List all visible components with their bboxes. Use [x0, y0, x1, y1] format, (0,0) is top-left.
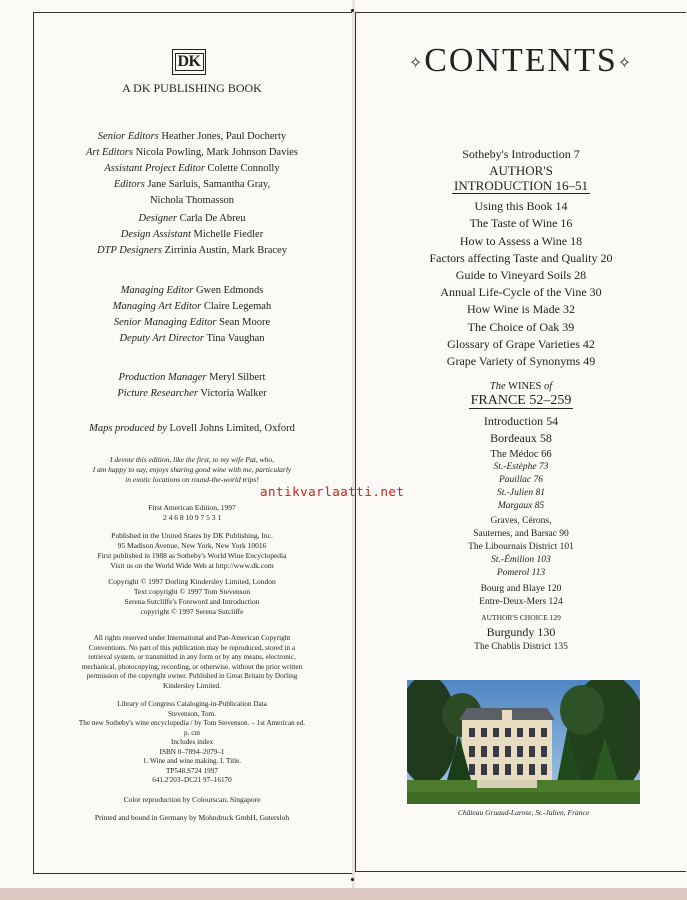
edition-line-1: 2 4 6 8 10 9 7 5 3 1	[162, 513, 222, 522]
toc-entre[interactable]: Entre-Deux-Mers 124	[479, 597, 563, 608]
watermark-text: antikvarlaatti.net	[260, 484, 405, 499]
credit-line-names: Heather Jones, Paul Docherty	[161, 131, 287, 142]
contents-list	[355, 146, 687, 654]
toc-authors-choice[interactable]: AUTHOR'S CHOICE 129	[481, 613, 561, 623]
maps-line-names: Lovell Johns Limited, Oxford	[169, 423, 295, 434]
credit-line-names: Carla De Abreu	[179, 213, 246, 224]
toc-intro-item-4[interactable]: Guide to Vineyard Soils 28	[455, 268, 587, 283]
rights-notice	[33, 634, 351, 691]
manager-line-0	[33, 283, 351, 299]
credit-line-role: Art Editors	[85, 147, 133, 158]
production-credits	[33, 370, 351, 402]
published-line-1: 95 Madison Avenue, New York, New York 10016	[117, 541, 267, 550]
maps-credit	[33, 421, 351, 437]
production-line-0	[33, 370, 351, 386]
cip-data	[33, 700, 351, 786]
toc-libournais-list	[355, 554, 687, 580]
printing-line: Printed and bound in Germany by Mohndruck GmbH, Gutersloh	[94, 813, 290, 822]
manager-line-role: Senior Managing Editor	[113, 317, 217, 328]
toc-intro-item-2[interactable]: How to Assess a Wine 18	[459, 233, 583, 248]
credit-line-role: Design Assistant	[120, 229, 191, 240]
toc-libournais-item-0[interactable]: St.-Émilion 103	[491, 555, 551, 566]
copyright-line-3: copyright © 1997 Serena Sutcliffe	[140, 607, 244, 616]
maps-line-0	[33, 421, 351, 437]
toc-medoc-item-0[interactable]: St.-Estèphe 73	[493, 462, 549, 473]
credit-line-3	[33, 177, 351, 193]
toc-intro-item-9[interactable]: Grape Variety of Synonyms 49	[446, 354, 596, 369]
dk-logo: DK	[172, 49, 206, 75]
rights-line-0: All rights reserved under International and Pan-American Copyright	[93, 634, 291, 642]
toc-france[interactable]: FRANCE 52–259	[470, 393, 572, 409]
manager-line-names: Sean Moore	[219, 317, 271, 328]
manager-line-1	[33, 299, 351, 315]
cip-line-8: 641.2'203–DC21 97–16170	[152, 776, 232, 784]
toc-burgundy[interactable]: Burgundy 130	[486, 625, 556, 640]
manager-line-names: Gwen Edmonds	[195, 285, 264, 296]
edition-line-0: First American Edition, 1997	[148, 503, 236, 512]
credit-line-5	[33, 211, 351, 227]
credit-line-names: Jane Sarluis, Samantha Gray,	[147, 179, 271, 190]
toc-medoc-item-1[interactable]: Pauillac 76	[498, 475, 544, 486]
toc-chablis[interactable]: The Chablis District 135	[474, 642, 568, 653]
dedication-line-2: in exotic locations on round-the-world trips!	[125, 475, 259, 484]
toc-intro-item-8[interactable]: Glossary of Grape Varieties 42	[447, 336, 595, 351]
production-line-names: Meryl Silbert	[209, 372, 266, 383]
chateau-photo	[407, 680, 640, 804]
contents-heading: ✧CONTENTS✧	[408, 42, 634, 79]
manager-line-role: Managing Art Editor	[112, 301, 202, 312]
credit-line-names: Zirrinia Austin, Mark Bracey	[164, 245, 287, 256]
rights-line-5: Kindersley Limited.	[163, 681, 221, 690]
manager-line-3	[33, 331, 351, 347]
production-line-role: Picture Researcher	[117, 388, 198, 399]
gutter-dot-bottom	[351, 878, 354, 881]
toc-intro-item-3[interactable]: Factors affecting Taste and Quality 20	[429, 250, 613, 265]
edition-line	[33, 503, 351, 523]
manager-line-role: Managing Editor	[120, 285, 194, 296]
credit-line-names: Colette Connolly	[207, 163, 280, 174]
copyright-line-0: Copyright © 1997 Dorling Kindersley Limited, London	[108, 577, 276, 586]
toc-authors-heading: AUTHOR'S	[489, 163, 553, 179]
toc-wines-of: The WINES of	[489, 381, 553, 393]
toc-intro-item-6[interactable]: How Wine is Made 32	[467, 302, 575, 317]
toc-intro-item-7[interactable]: The Choice of Oak 39	[467, 319, 575, 334]
toc-medoc-list	[355, 461, 687, 513]
editorial-credits	[33, 129, 351, 259]
toc-graves-1[interactable]: Graves, Cérons,	[490, 516, 552, 527]
toc-medoc-item-3[interactable]: Margaux 85	[497, 501, 545, 512]
production-line-1	[33, 386, 351, 402]
dedication-line-1: I am happy to say, enjoys sharing good wine with me, particularly	[92, 465, 292, 474]
dedication	[33, 455, 351, 485]
credit-line-names: Michelle Fiedler	[193, 229, 264, 240]
toc-intro-item-1[interactable]: The Taste of Wine 16	[469, 216, 573, 231]
maps-line-role: Maps produced by	[89, 423, 167, 434]
toc-intro-item-5[interactable]: Annual Life-Cycle of the Vine 30	[440, 285, 602, 300]
credit-line-role: Senior Editors	[97, 131, 159, 142]
manager-line-2	[33, 315, 351, 331]
rights-line-4: permission of the copyright owner. Published in Great Britain by Dorling	[86, 672, 298, 680]
published-line-2: First published in 1988 as Sotheby's World Wine Encyclopedia	[97, 551, 287, 560]
toc-authors-range[interactable]: INTRODUCTION 16–51	[454, 178, 588, 194]
copyright-line-2: Serena Sutcliffe's Foreword and Introduction	[124, 597, 260, 606]
published-line-0: Published in the United States by DK Publishing, Inc.	[111, 531, 273, 540]
cip-line-1: Stevenson, Tom.	[168, 709, 216, 718]
toc-intro-item-0[interactable]: Using this Book 14	[474, 199, 568, 214]
management-credits	[33, 283, 351, 347]
manager-line-names: Claire Legemah	[203, 301, 272, 312]
cip-line-7: TP548.S724 1997	[166, 766, 218, 775]
rights-line-3: mechanical, photocopying, recording, or otherwise, without the prior written	[81, 662, 303, 671]
toc-sothebys[interactable]: Sotheby's Introduction 7	[462, 147, 580, 161]
publication-details	[33, 531, 351, 571]
cip-line-6: 1. Wine and wine making. I. Title.	[142, 757, 242, 765]
toc-medoc-item-2[interactable]: St.-Julien 81	[496, 488, 545, 499]
rights-line-2: retrieval system, or transmitted in any form or by any means, electronic,	[88, 653, 296, 661]
toc-libournais-item-1[interactable]: Pomerol 113	[496, 568, 546, 579]
cip-line-2: The new Sotheby's wine encyclopedia / by Tom Stevenson. – 1st American ed.	[78, 719, 306, 727]
credit-line-role: Designer	[138, 213, 177, 224]
credit-line-role: Editors	[113, 179, 145, 190]
publisher-line: A DK PUBLISHING BOOK	[122, 81, 262, 95]
toc-graves-2[interactable]: Sauternes, and Barsac 90	[473, 529, 569, 540]
toc-bordeaux[interactable]: Bordeaux 58	[490, 431, 552, 446]
cip-line-4: Includes index	[170, 738, 214, 746]
credit-line-2	[33, 161, 351, 177]
gutter-dot-top	[351, 9, 354, 12]
credit-line-7	[33, 243, 351, 259]
bottom-edge	[0, 888, 687, 900]
photo-caption: Château Gruaud-Larose, St.-Julien, France	[457, 808, 590, 817]
color-reproduction: Color reproduction by Colourscan, Singapore	[123, 795, 261, 804]
rights-line-1: Conventions. No part of this publication may be reproduced, stored in a	[88, 643, 296, 652]
manager-line-role: Deputy Art Director	[119, 333, 205, 344]
dedication-line-0: I devote this edition, like the first, to my wife Pat, who,	[110, 455, 274, 464]
credit-line-names: Nicola Powling, Mark Johnson Davies	[135, 147, 299, 158]
manager-line-names: Tina Vaughan	[206, 333, 265, 344]
copyright-notice	[33, 577, 351, 617]
production-line-names: Victoria Walker	[200, 388, 267, 399]
toc-intro-list	[355, 198, 687, 370]
credit-line-names: Nichola Thomasson	[149, 195, 235, 206]
toc-libournais[interactable]: The Libournais District 101	[468, 542, 574, 553]
credit-line-0	[33, 129, 351, 145]
ornament-left-icon: ✧	[408, 55, 425, 73]
toc-france-intro[interactable]: Introduction 54	[483, 414, 559, 429]
ornament-right-icon: ✧	[617, 55, 634, 73]
cip-line-0: Library of Congress Cataloging-in-Publication Data	[117, 700, 267, 708]
credit-line-role: DTP Designers	[97, 245, 162, 256]
credit-line-4	[33, 193, 351, 209]
published-line-3: Visit us on the World Wide Web at http://www.dk.com	[110, 561, 274, 570]
cip-line-3: p. cm	[184, 728, 200, 737]
toc-medoc[interactable]: The Médoc 66	[490, 448, 552, 460]
credit-line-1	[33, 145, 351, 161]
copyright-line-1: Text copyright © 1997 Tom Stevenson	[133, 587, 251, 596]
toc-bourg[interactable]: Bourg and Blaye 120	[480, 584, 562, 595]
cip-line-5: ISBN 0–7894–2079–1	[159, 747, 225, 756]
credit-line-role: Assistant Project Editor	[104, 163, 205, 174]
credit-line-6	[33, 227, 351, 243]
production-line-role: Production Manager	[118, 372, 207, 383]
